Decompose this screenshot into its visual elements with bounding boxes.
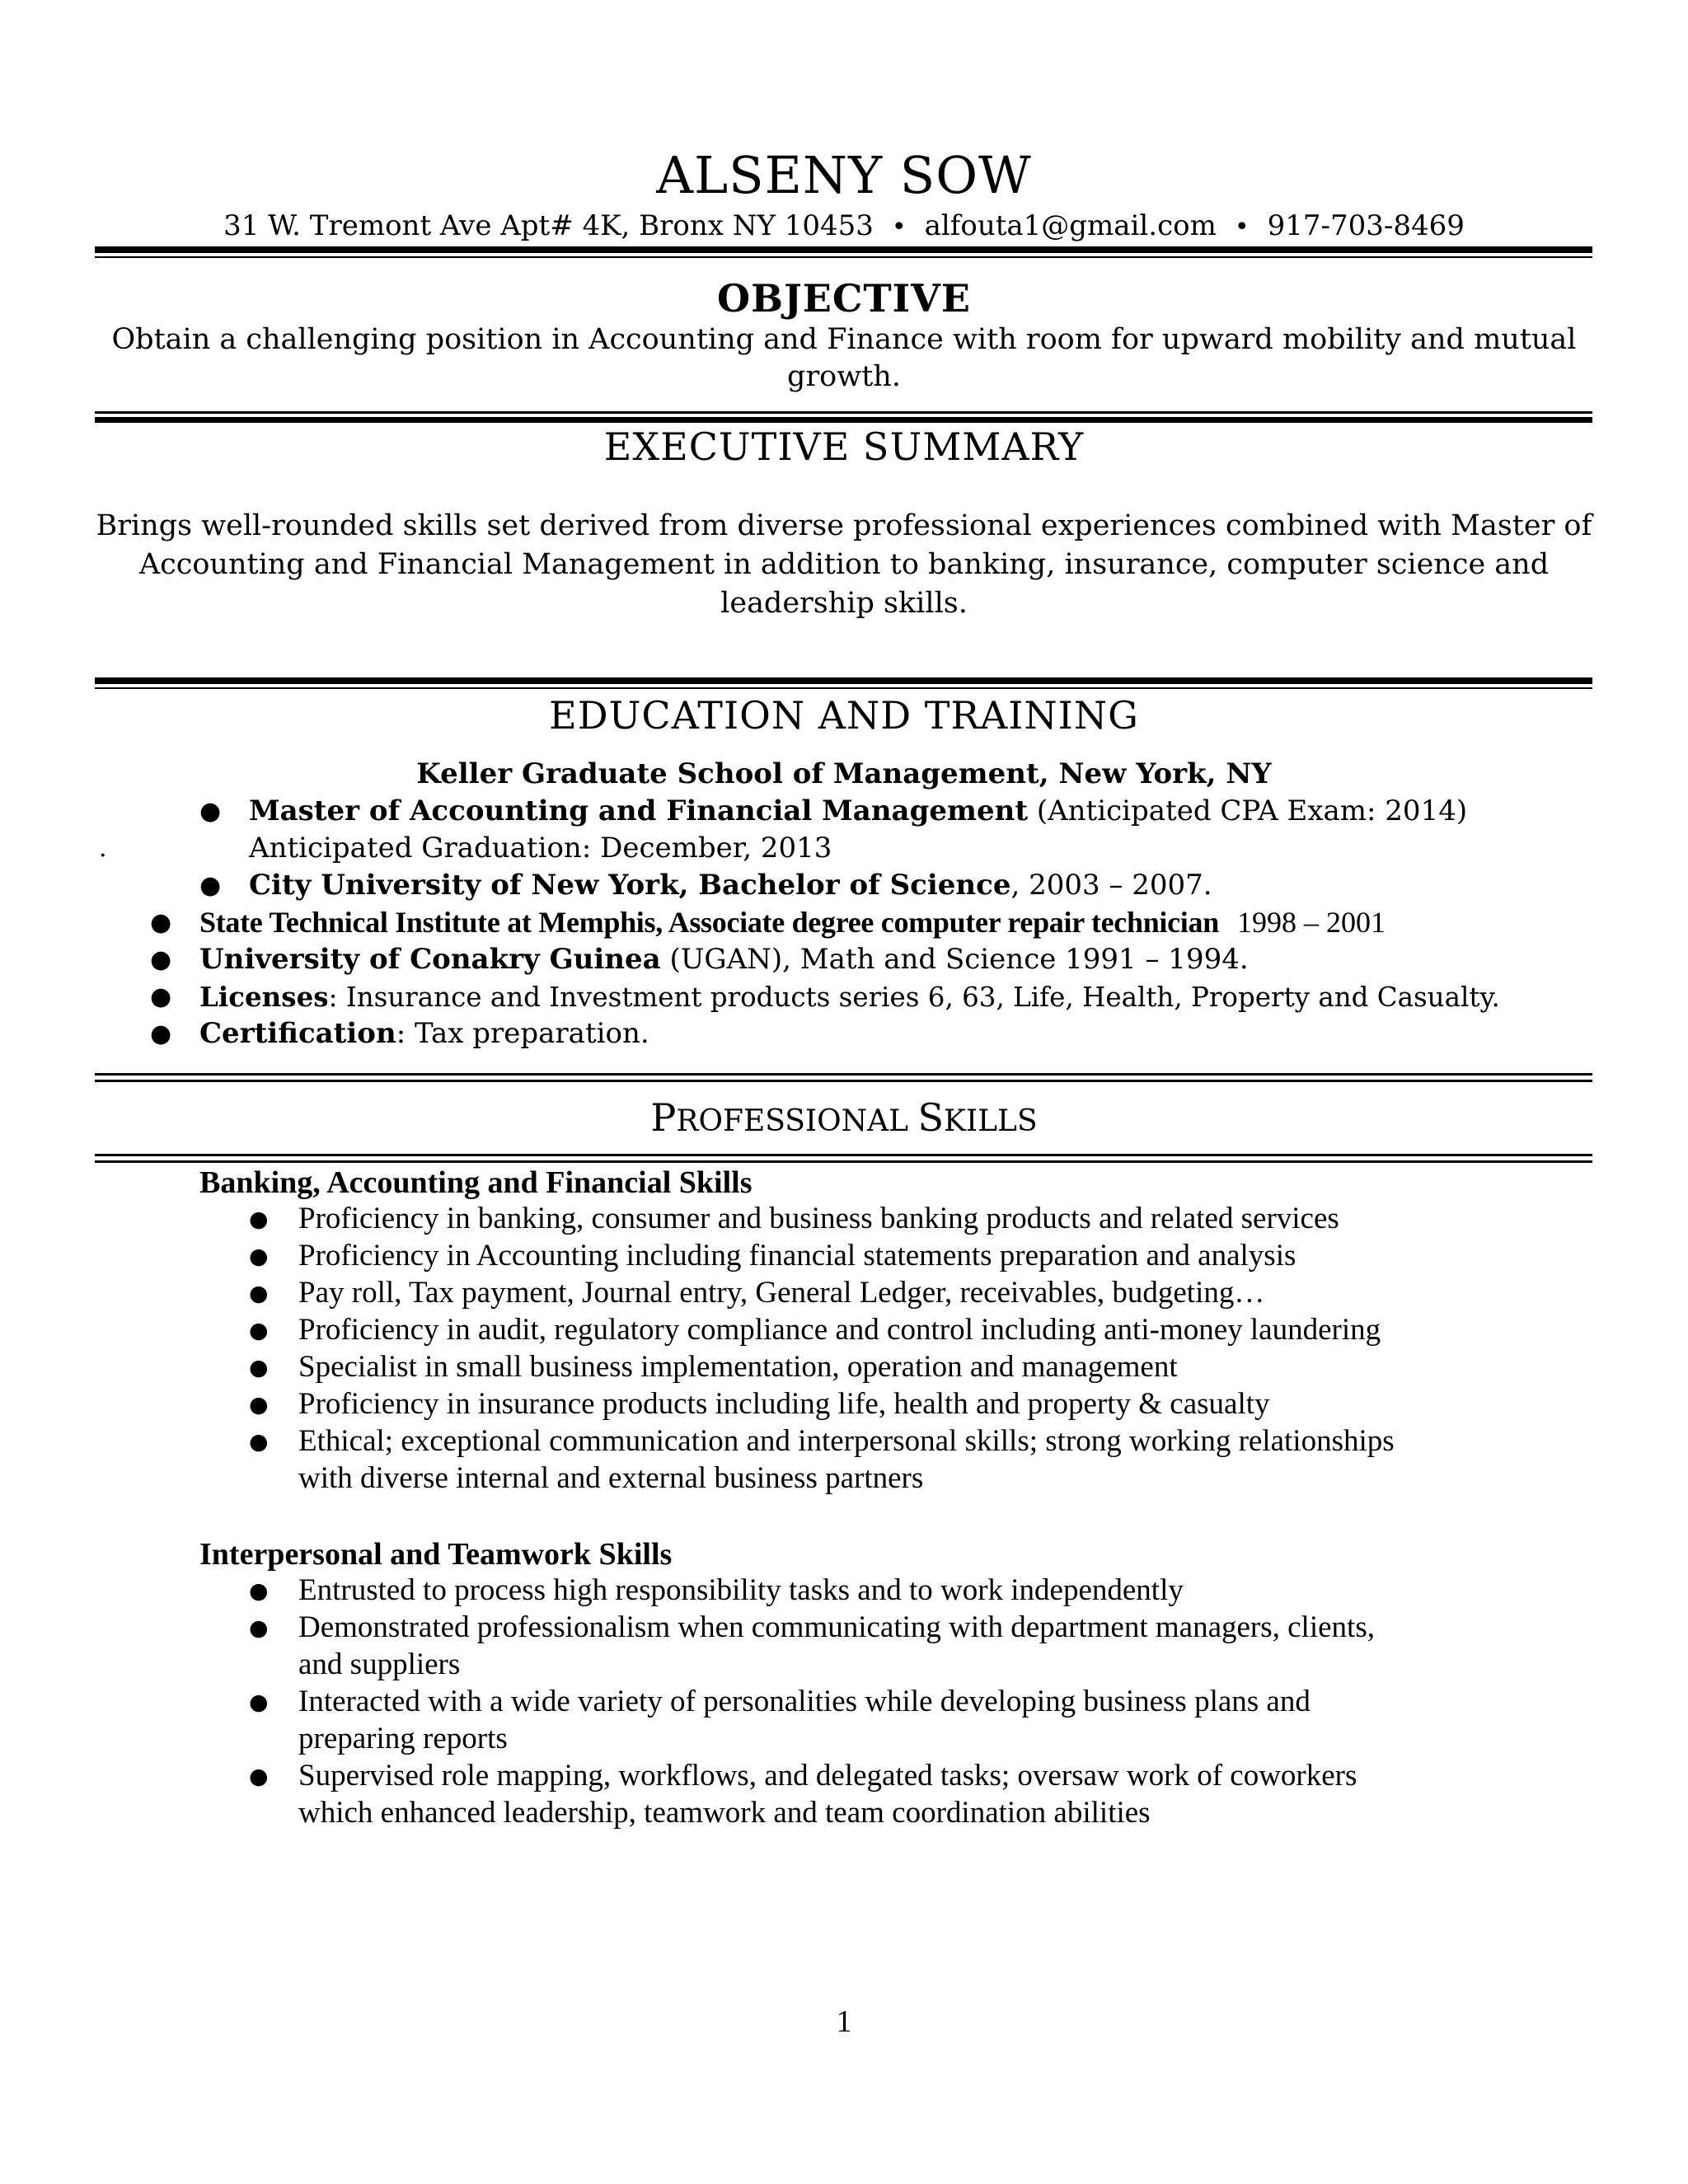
bullet-icon: ● xyxy=(249,1207,269,1232)
skills-title: PROFESSIONAL SKILLS xyxy=(650,1095,1038,1140)
bullet-icon: ● xyxy=(249,1578,269,1604)
bullet-icon: ● xyxy=(150,982,172,1011)
header-divider-thin xyxy=(95,256,1592,258)
list-item: Interacted with a wide variety of personalities while developing business plans and xyxy=(298,1685,1311,1718)
education-title: EDUCATION AND TRAINING xyxy=(549,693,1139,738)
list-item: Proficiency in banking, consumer and business banking products and related services xyxy=(298,1202,1339,1235)
item-label: Licenses xyxy=(199,981,329,1013)
bullet-icon: ● xyxy=(150,1019,172,1048)
contact-line xyxy=(0,208,1688,246)
bullet-icon: ● xyxy=(199,797,222,826)
list-item: Ethical; exceptional communication and interpersonal skills; strong working relationships xyxy=(298,1424,1395,1458)
summary-text-line-2: Accounting and Financial Management in addition to banking, insurance, computer science and xyxy=(138,548,1550,581)
list-item: Demonstrated professionalism when communicating with department managers, clients, xyxy=(298,1610,1375,1644)
bullet-icon: ● xyxy=(150,908,172,937)
bullet-separator: • xyxy=(891,213,907,241)
email: alfouta1@gmail.com xyxy=(924,209,1217,242)
list-item-continuation: with diverse internal and external business partners xyxy=(298,1461,924,1495)
skills-divider-top xyxy=(95,1154,1592,1156)
bullet-icon: ● xyxy=(249,1429,269,1455)
objective-title: OBJECTIVE xyxy=(717,276,971,321)
education-school: Keller Graduate School of Management, New York, NY xyxy=(416,757,1272,790)
phone: 917-703-8469 xyxy=(1267,209,1465,242)
item-text: : Insurance and Investment products series 6, 63, Life, Health, Property and Casualty. xyxy=(328,982,1500,1013)
education-item-cuny xyxy=(249,867,1212,904)
objective-text-line-1: Obtain a challenging position in Accounting and Finance with room for upward mobility and mutual xyxy=(111,323,1577,356)
item-text: : Tax preparation. xyxy=(396,1017,649,1050)
degree-name: City University of New York, Bachelor of Science xyxy=(249,869,1011,902)
list-item: Entrusted to process high responsibility tasks and to work independently xyxy=(298,1573,1184,1607)
bullet-icon: ● xyxy=(249,1764,269,1789)
interpersonal-skills-heading: Interpersonal and Teamwork Skills xyxy=(199,1537,673,1572)
education-item-master xyxy=(249,793,1467,830)
bullet-icon: ● xyxy=(249,1690,269,1715)
education-divider-bottom xyxy=(95,1080,1592,1082)
stray-dot: . xyxy=(99,834,107,863)
skills-divider-bottom xyxy=(95,1160,1592,1163)
summary-text-line-3: leadership skills. xyxy=(720,587,968,620)
list-item: Proficiency in audit, regulatory compliance and control including anti-money laundering xyxy=(298,1313,1381,1347)
bullet-icon: ● xyxy=(249,1355,269,1380)
degree-name: University of Conakry Guinea xyxy=(199,943,661,976)
summary-divider-thin xyxy=(95,687,1592,689)
bullet-icon: ● xyxy=(249,1281,269,1306)
objective-divider-thick xyxy=(95,417,1592,423)
address: 31 W. Tremont Ave Apt# 4K, Bronx NY 10453 xyxy=(223,209,874,242)
bullet-icon: ● xyxy=(199,871,222,900)
degree-note: , 2003 – 2007. xyxy=(1010,869,1212,902)
bullet-icon: ● xyxy=(249,1615,269,1641)
bullet-icon: ● xyxy=(249,1244,269,1269)
list-item-continuation: preparing reports xyxy=(298,1722,508,1755)
banking-skills-heading: Banking, Accounting and Financial Skills xyxy=(199,1165,753,1200)
education-item-memphis xyxy=(199,904,1386,942)
degree-note: (Anticipated CPA Exam: 2014) xyxy=(1028,794,1468,827)
list-item: Pay roll, Tax payment, Journal entry, General Ledger, receivables, budgeting… xyxy=(298,1276,1265,1310)
list-item: Supervised role mapping, workflows, and delegated tasks; oversaw work of coworkers xyxy=(298,1759,1357,1793)
page-number: 1 xyxy=(836,2004,852,2039)
education-item-certification xyxy=(199,1015,649,1052)
list-item: Proficiency in Accounting including financial statements preparation and analysis xyxy=(298,1239,1296,1272)
objective-divider-thin xyxy=(95,411,1592,414)
list-item: Specialist in small business implementation, operation and management xyxy=(298,1350,1178,1384)
summary-divider-thick xyxy=(95,677,1592,684)
bullet-icon: ● xyxy=(249,1318,269,1343)
degree-note: 1998 – 2001 xyxy=(1236,906,1386,939)
bullet-icon: ● xyxy=(249,1392,269,1418)
list-item: Proficiency in insurance products including life, health and property & casualty xyxy=(298,1387,1270,1421)
list-item-continuation: which enhanced leadership, teamwork and team coordination abilities xyxy=(298,1796,1151,1830)
education-item-conakry xyxy=(199,941,1249,978)
objective-text-line-2: growth. xyxy=(787,360,901,393)
resume-name: ALSENY SOW xyxy=(656,145,1032,205)
summary-text-line-1: Brings well-rounded skills set derived from diverse professional experiences combined with Master of xyxy=(96,509,1592,542)
education-divider-top xyxy=(95,1073,1592,1076)
header-divider-thick xyxy=(95,246,1592,253)
item-label: Certification xyxy=(199,1017,396,1050)
bullet-separator: • xyxy=(1234,213,1250,241)
education-item-licenses xyxy=(199,978,1500,1016)
degree-name: Master of Accounting and Financial Management xyxy=(249,794,1029,827)
summary-title: EXECUTIVE SUMMARY xyxy=(603,424,1085,469)
degree-note: (UGAN), Math and Science 1991 – 1994. xyxy=(660,943,1249,976)
bullet-icon: ● xyxy=(150,945,172,974)
degree-name: State Technical Institute at Memphis, Associate degree computer repair technician xyxy=(199,906,1219,939)
education-item-master-graduation: Anticipated Graduation: December, 2013 xyxy=(249,832,832,865)
list-item-continuation: and suppliers xyxy=(298,1647,461,1681)
